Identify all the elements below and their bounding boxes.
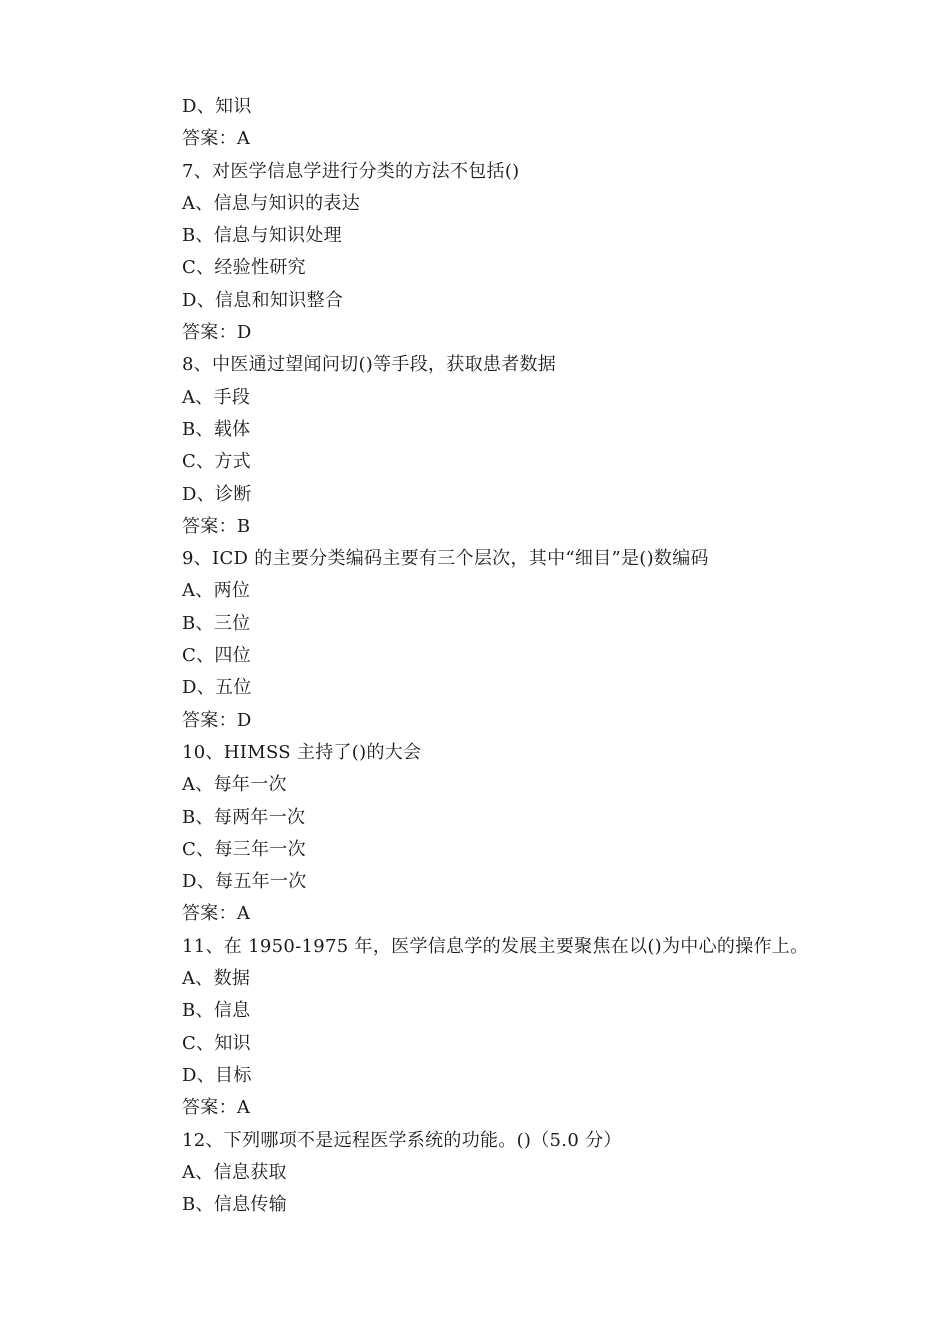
answer-line: 答案：A bbox=[182, 1097, 251, 1119]
option-line: B、信息传输 bbox=[182, 1194, 288, 1216]
option-line: C、知识 bbox=[182, 1032, 251, 1054]
question-line: 9、ICD 的主要分类编码主要有三个层次，其中“细目”是()数编码 bbox=[182, 548, 709, 570]
option-line: B、信息与知识处理 bbox=[182, 225, 342, 247]
option-line: A、每年一次 bbox=[182, 774, 287, 796]
option-line: C、方式 bbox=[182, 451, 251, 473]
option-line: D、知识 bbox=[182, 96, 252, 117]
option-line: D、五位 bbox=[182, 677, 252, 699]
option-line: B、载体 bbox=[182, 418, 251, 440]
option-line: C、经验性研究 bbox=[182, 257, 306, 279]
option-line: B、三位 bbox=[182, 612, 251, 634]
question-text-block bbox=[182, 91, 862, 1221]
question-line: 8、中医通过望闻问切()等手段，获取患者数据 bbox=[182, 354, 557, 376]
option-line: B、信息 bbox=[182, 1000, 251, 1022]
option-line: D、信息和知识整合 bbox=[182, 289, 344, 311]
answer-line: 答案：D bbox=[182, 709, 252, 731]
question-line: 10、HIMSS 主持了()的大会 bbox=[182, 741, 422, 763]
option-line: B、每两年一次 bbox=[182, 806, 306, 828]
answer-line: 答案：A bbox=[182, 903, 251, 925]
option-line: C、四位 bbox=[182, 645, 251, 667]
question-line: 12、下列哪项不是远程医学系统的功能。()（5.0 分） bbox=[182, 1129, 622, 1151]
answer-line: 答案：B bbox=[182, 515, 251, 537]
option-line: D、目标 bbox=[182, 1064, 252, 1086]
option-line: D、每五年一次 bbox=[182, 871, 307, 893]
option-line: A、两位 bbox=[182, 580, 251, 602]
option-line: C、每三年一次 bbox=[182, 838, 306, 860]
question-line: 11、在 1950-1975 年，医学信息学的发展主要聚焦在以()为中心的操作上。 bbox=[182, 935, 809, 957]
option-line: A、手段 bbox=[182, 386, 251, 408]
answer-line: 答案：D bbox=[182, 322, 252, 344]
option-line: A、数据 bbox=[182, 968, 251, 990]
answer-line: 答案：A bbox=[182, 128, 251, 150]
option-line: A、信息与知识的表达 bbox=[182, 192, 360, 214]
option-line: D、诊断 bbox=[182, 483, 252, 505]
option-line: A、信息获取 bbox=[182, 1161, 287, 1183]
question-line: 7、对医学信息学进行分类的方法不包括() bbox=[182, 160, 520, 182]
